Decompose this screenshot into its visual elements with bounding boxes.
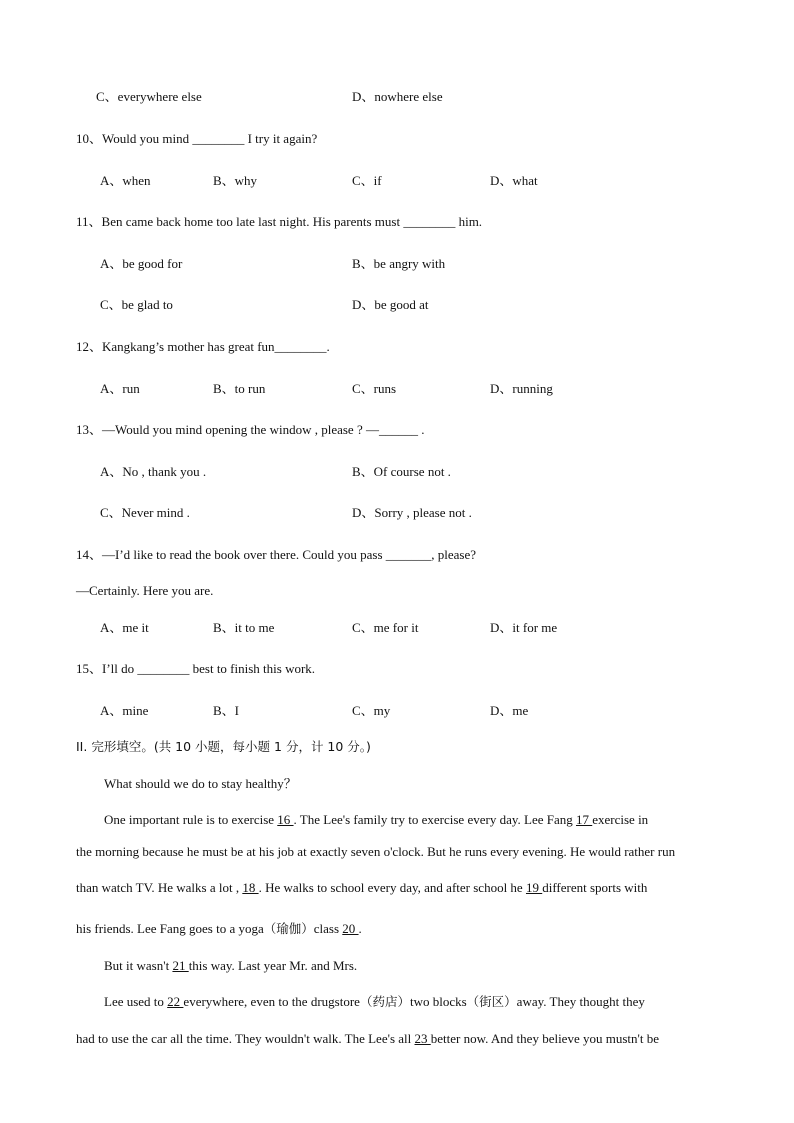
q14-reply: —Certainly. Here you are. xyxy=(76,583,214,598)
q12-option-b: B、to run xyxy=(213,381,266,396)
q13-option-b: B、Of course not . xyxy=(352,464,451,479)
q15-option-a: A、mine xyxy=(100,703,149,718)
blank-17[interactable]: 17 xyxy=(575,812,593,827)
passage-line: But it wasn't 21 this way. Last year Mr. and Mrs. xyxy=(104,958,358,973)
q14-option-a: A、me it xyxy=(100,620,149,635)
q12-option-d: D、running xyxy=(490,381,553,396)
q11-option-d: D、be good at xyxy=(352,297,429,312)
blank-16[interactable]: 16 xyxy=(277,812,294,827)
q10-stem: 10、Would you mind ________ I try it again? xyxy=(76,131,318,146)
q15-stem: 15、I’ll do ________ best to finish this work. xyxy=(76,661,316,676)
q10-option-b: B、why xyxy=(213,173,258,188)
passage-line: One important rule is to exercise 16 . The Lee's family try to exercise every day. Lee Fang 17 exercise in xyxy=(104,812,649,827)
q9-option-c: C、everywhere else xyxy=(96,89,202,104)
q15-option-b: B、I xyxy=(213,703,240,718)
q13-option-c: C、Never mind . xyxy=(100,505,190,520)
q13-option-d: D、Sorry , please not . xyxy=(352,505,472,520)
passage-line: than watch TV. He walks a lot , 18 . He walks to school every day, and after school he 19 different sports with xyxy=(76,880,648,895)
blank-22[interactable]: 22 xyxy=(167,994,184,1009)
q13-option-a: A、No , thank you . xyxy=(100,464,207,479)
q10-option-d: D、what xyxy=(490,173,538,188)
blank-20[interactable]: 20 xyxy=(342,921,359,936)
q11-option-a: A、be good for xyxy=(100,256,183,271)
passage-line: the morning because he must be at his job at exactly seven o'clock. But he runs every evening. He would rather run xyxy=(76,844,676,859)
blank-19[interactable]: 19 xyxy=(525,880,543,895)
q11-stem: 11、Ben came back home too late last night. His parents must ________ him. xyxy=(76,214,483,229)
q15-option-c: C、my xyxy=(352,703,391,718)
q14-option-d: D、it for me xyxy=(490,620,558,635)
q14-option-b: B、it to me xyxy=(213,620,275,635)
passage-title: What should we do to stay healthy？ xyxy=(104,776,297,791)
q11-option-b: B、be angry with xyxy=(352,256,446,271)
q9-option-d: D、nowhere else xyxy=(352,89,443,104)
q13-stem: 13、—Would you mind opening the window , please ? —______ . xyxy=(76,422,425,437)
q12-stem: 12、Kangkang’s mother has great fun________. xyxy=(76,339,330,354)
passage-line: had to use the car all the time. They wouldn't walk. The Lee's all 23 better now. And they believe you mustn't be xyxy=(76,1031,659,1046)
q14-option-c: C、me for it xyxy=(352,620,419,635)
q11-option-c: C、be glad to xyxy=(100,297,173,312)
q14-stem: 14、—I’d like to read the book over there. Could you pass _______, please? xyxy=(76,547,477,562)
passage-line: his friends. Lee Fang goes to a yoga（瑜伽）class 20 . xyxy=(76,921,362,936)
blank-23[interactable]: 23 xyxy=(414,1031,431,1046)
blank-18[interactable]: 18 xyxy=(242,880,259,895)
section-heading: II. 完形填空。(共 10 小题，每小题 1 分，计 10 分。) xyxy=(76,739,371,754)
q12-option-c: C、runs xyxy=(352,381,397,396)
q15-option-d: D、me xyxy=(490,703,529,718)
q10-option-c: C、if xyxy=(352,173,382,188)
passage-line: Lee used to 22 everywhere, even to the drugstore（药店）two blocks（街区）away. They thought they xyxy=(104,994,645,1009)
blank-21[interactable]: 21 xyxy=(172,958,189,973)
q12-option-a: A、run xyxy=(100,381,140,396)
q10-option-a: A、when xyxy=(100,173,151,188)
